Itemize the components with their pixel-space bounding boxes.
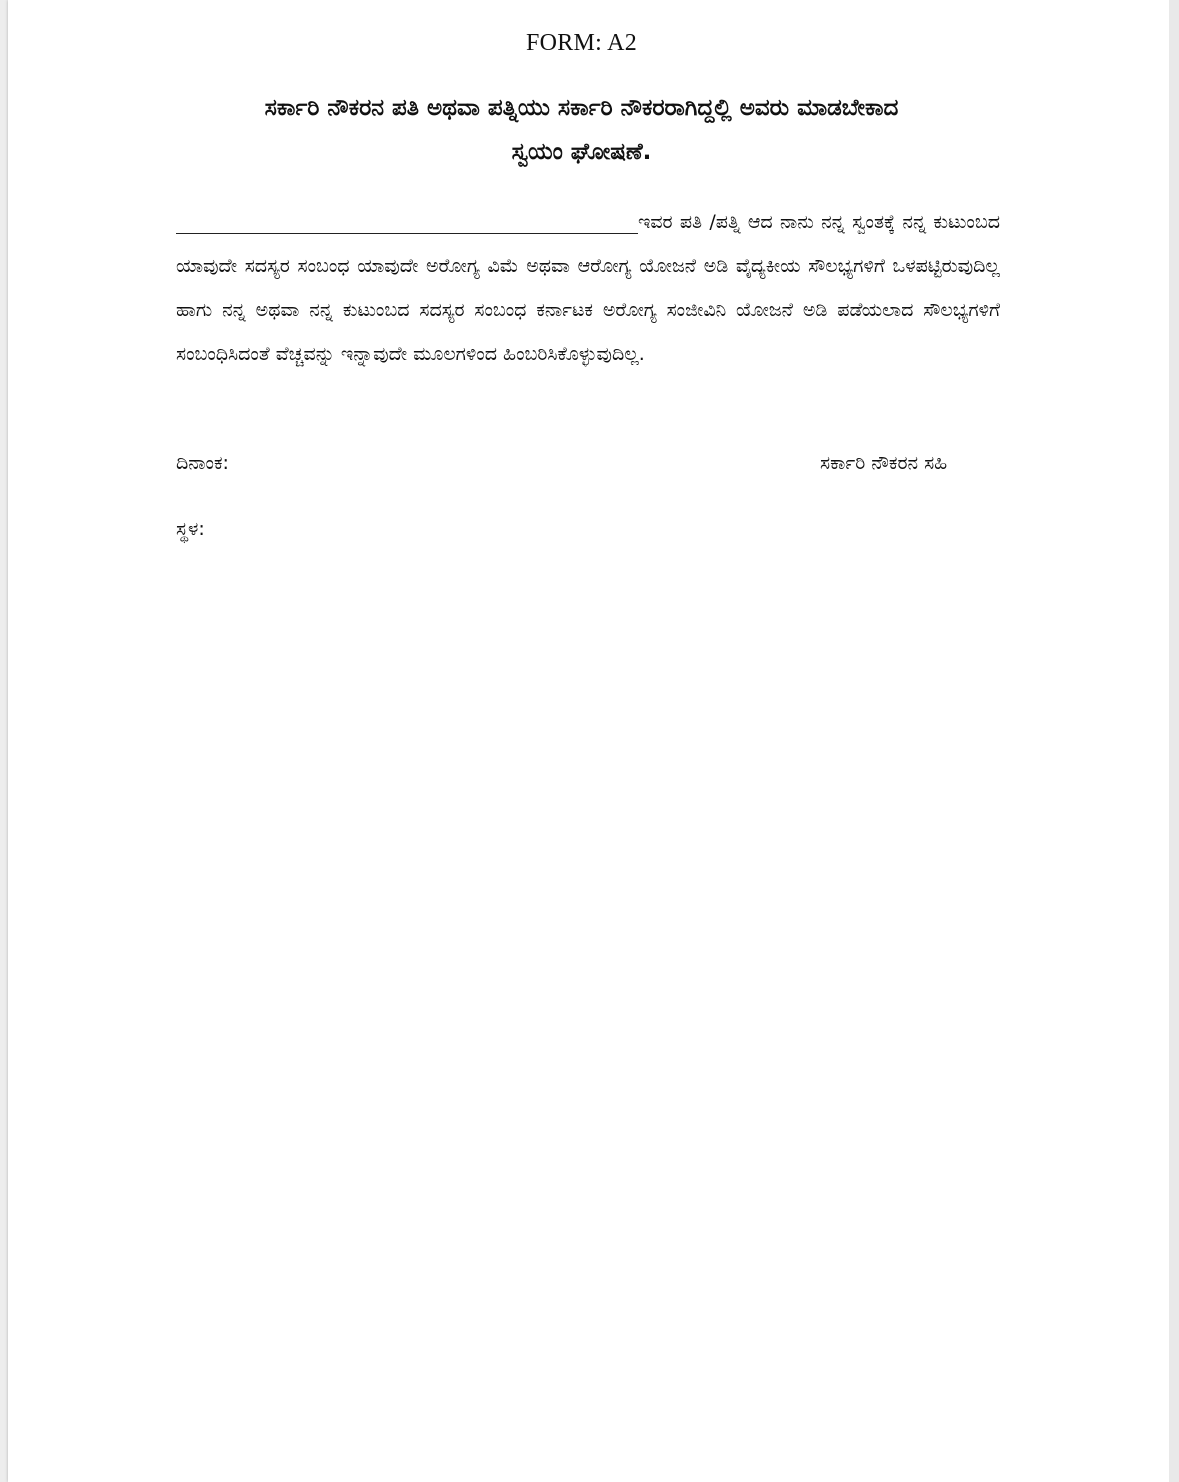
signature-label: ಸರ್ಕಾರಿ ನೌಕರನ ಸಹಿ bbox=[820, 452, 948, 474]
form-id-heading: FORM: A2 bbox=[525, 30, 638, 56]
declaration-paragraph bbox=[176, 200, 1000, 376]
declaration-text: ಇವರ ಪತಿ /ಪತ್ನಿ ಆದ ನಾನು ನನ್ನ ಸ್ವಂತಕ್ಕೆ ನನ್ನ ಕುಟುಂಬದ ಯಾವುದೇ ಸದಸ್ಯರ ಸಂಬಂಧ ಯಾವುದೇ ಅರೋಗ್ಯ ವಿಮೆ ಅಥವಾ ಆರೋಗ್ಯ ಯೋಜನೆ ಅಡಿ ವೈದ್ಯಕೀಯ ಸೌಲಭ್ಯಗಳಿಗೆ ಒಳಪಟ್ಟಿರುವುದಿಲ್ಲ ಹಾಗು ನನ್ನ ಅಥವಾ ನನ್ನ ಕುಟುಂಬದ ಸದಸ್ಯರ ಸಂಬಂಧ ಕರ್ನಾಟಕ ಅರೋಗ್ಯ ಸಂಜೀವಿನಿ ಯೋಜನೆ ಅಡಿ ಪಡೆಯಲಾದ ಸೌಲಭ್ಯಗಳಿಗೆ ಸಂಬಂಧಿಸಿದಂತೆ ವೆಚ್ಚವನ್ನು ಇನ್ನಾವುದೇ ಮೂಲಗಳಿಂದ ಹಿಂಬರಿಸಿಕೊಳ್ಳುವುದಿಲ್ಲ. bbox=[176, 211, 1000, 365]
title-line-2: ಸ್ವಯಂ ಘೋಷಣೆ. bbox=[511, 139, 652, 165]
viewer-edge bbox=[1169, 0, 1179, 1482]
date-label: ದಿನಾಂಕ: bbox=[176, 452, 229, 474]
title-line-1: ಸರ್ಕಾರಿ ನೌಕರನ ಪತಿ ಅಥವಾ ಪತ್ನಿಯು ಸರ್ಕಾರಿ ನೌಕರರಾಗಿದ್ದಲ್ಲಿ ಅವರು ಮಾಡಬೇಕಾದ bbox=[264, 95, 899, 121]
place-label: ಸ್ಥಳ: bbox=[176, 518, 205, 540]
document-title bbox=[0, 86, 1171, 174]
name-blank-line[interactable] bbox=[176, 205, 638, 234]
